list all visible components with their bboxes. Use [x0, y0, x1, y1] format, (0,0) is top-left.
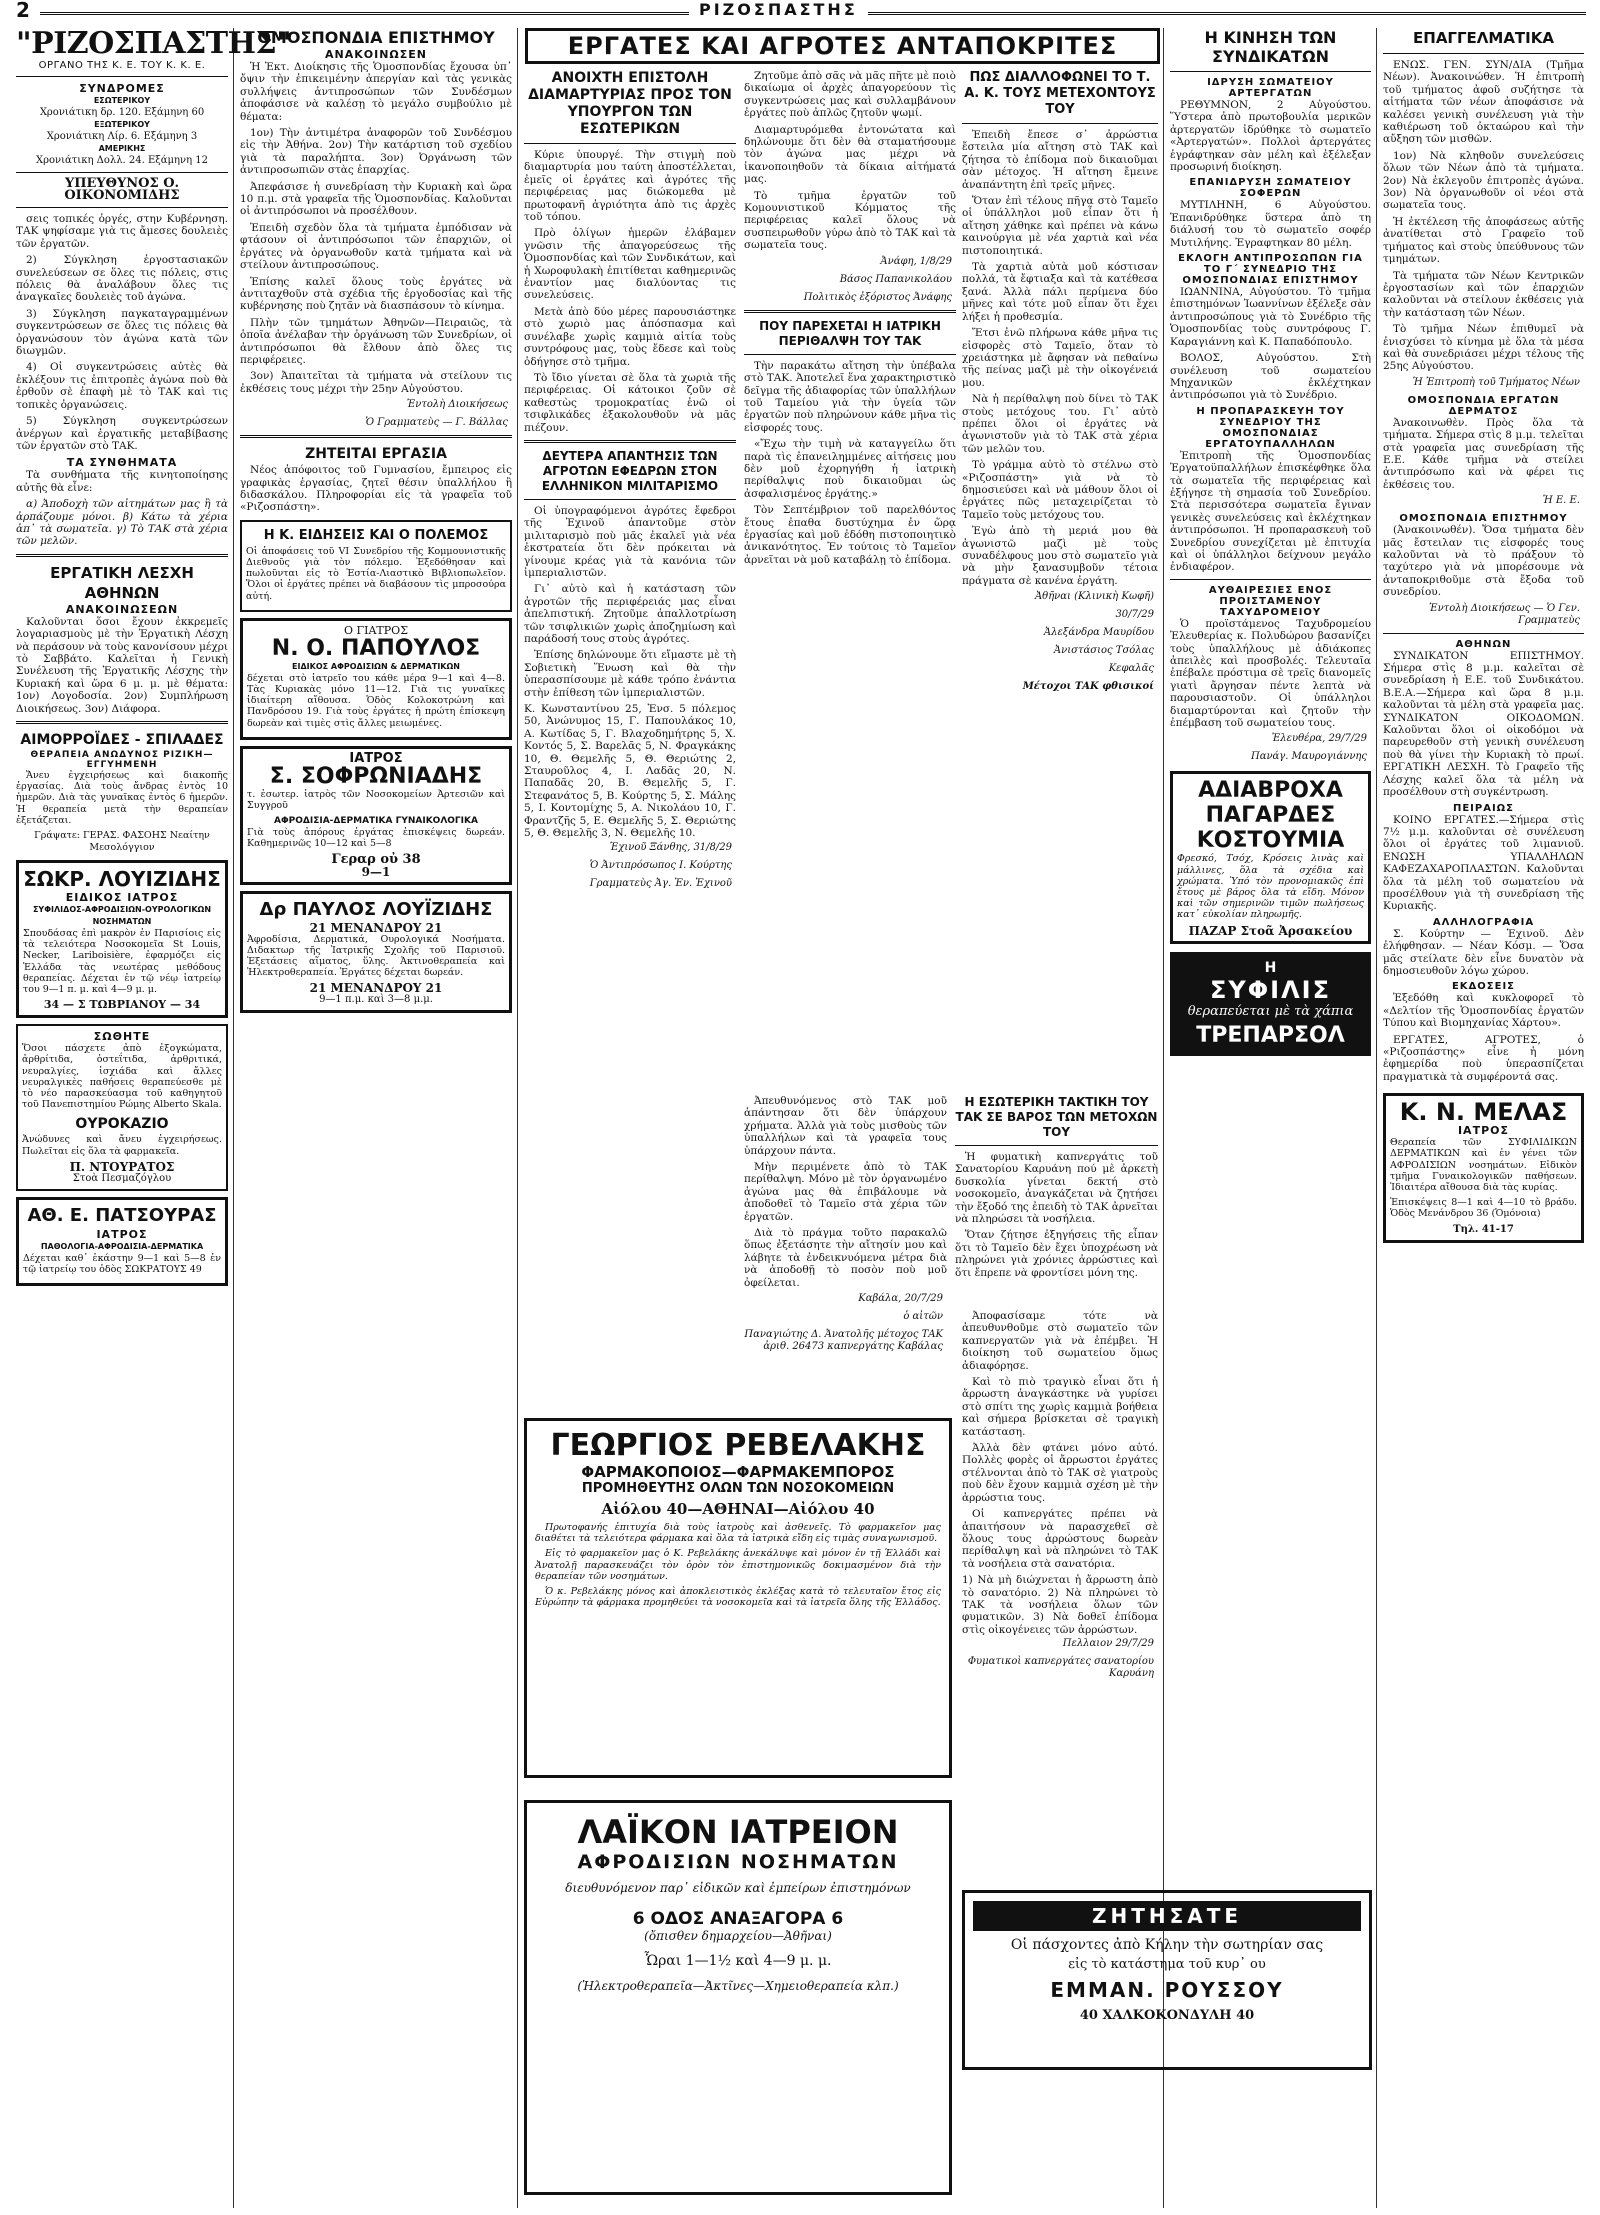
ad-laikon-sub: ΑΦΡΟΔΙΣΙΩΝ ΝΟΣΗΜΑΤΩΝ — [577, 1851, 899, 1873]
slogans-heading: ΤΑ ΣΥΝΘΗΜΑΤΑ — [66, 456, 178, 470]
article-paragraph: Ἡ Ἐκτ. Διοίκησις τῆς Ὁμοσπονδίας ἔχουσα ὑπ᾿ ὄψιν τὴν ἐπικειμένην ἀπεργίαν καὶ τὰς γενικὰς συλλήψεις ἀντιπροσώπων τῶν Συνδέσμων ἀποφάσισε νὰ καλέσῃ τὸ μεγάλο συμβούλιο μὲ θέματα: — [240, 61, 512, 123]
ad-papoulos-top: Ο ΓΙΑΤΡΟΣ — [344, 623, 408, 637]
ad-papoulos-title: Ν. Ο. ΠΑΠΟΥΛΟΣ — [271, 635, 481, 661]
ad-syfilis-line: θεραπεύεται μὲ τὰ χάπια — [1187, 1003, 1354, 1019]
ad-sothite-title: ΣΩΘΗΤΕ — [93, 1030, 151, 1044]
ad-sothite-sign: Π. ΝΤΟΥΡΑΤΟΣ — [69, 1159, 175, 1174]
ad-melas-tel: Τηλ. 41-17 — [1453, 1223, 1514, 1235]
signature: Ὁ Γραμματεὺς — Γ. Βάλλας — [365, 417, 508, 429]
tak-members-heading: ΠΩΣ ΔΙΑΛΛΟΦΩΝΕΙ ΤΟ Τ. Α. Κ. ΤΟΥΣ ΜΕΤΕΧΟΝΤΟΥΣ ΤΟΥ — [964, 70, 1156, 117]
article-paragraph: Τὸ τμῆμα ἐργατῶν τοῦ Κομουνιστικοῦ Κόμματος τῆς περιφέρειας καλεῖ ὅλους νὰ συσπειρωθοῦν γύρω ἀπὸ τὸ ΤΑΚ καὶ τὰ σωματεῖα τους. — [744, 189, 956, 252]
article-paragraph: Νέος ἀπόφοιτος τοῦ Γυμνασίου, ἔμπειρος εἰς γραφικὰς ἐργασίας, ζητεῖ θέσιν ὑπαλλήλου ἢ διδασκάλου. Πληροφορίαι εἰς τὰ γραφεῖα τοῦ «Ριζοσπάστη». — [240, 464, 512, 514]
article-paragraph: (Ἀνακοινωθέν). Ὅσα τμήματα δὲν μᾶς ἔστειλαν τις εἰσφορές τους καλοῦνται νὰ τὸ πράξουν τὸ ταχύτερο γιὰ νὰ μπορέσουμε νὰ ἀνταποκριθοῦμε στὰ ἔξοδα τοῦ συνεδρίου. — [1383, 524, 1584, 599]
ad-melas-title: Κ. Ν. ΜΕΛΑΣ — [1399, 1098, 1568, 1127]
article-paragraph: Μὴν περιμένετε ἀπὸ τὸ ΤΑΚ περίθαλψη. Μόνο μὲ τὸν ὀργανωμένο ἀγώνα μας θὰ ἐπιβάλουμε νὰ ἀποδοθεῖ τὸ Ταμεῖο στὰ χέρια τῶν ἐργατῶν. — [744, 1161, 947, 1223]
signature: Μέτοχοι ΤΑΚ φθισικοί — [1022, 681, 1154, 693]
column-1 — [16, 26, 292, 2208]
tak-care-heading: ΠΟΥ ΠΑΡΕΧΕΤΑΙ Η ΙΑΤΡΙΚΗ ΠΕΡΙΘΑΛΨΗ ΤΟΥ ΤΑΚ — [759, 318, 941, 348]
paper-masthead: "ΡΙΖΟΣΠΑΣΤΗΣ" — [16, 26, 292, 61]
article-paragraph: Γι᾿ αὐτὸ καὶ ἡ κατάσταση τῶν ἀγροτῶν τῆς περιφέρειάς μας εἶναι ἀπελπιστική. Ζητοῦμε ἀπαλλοτρίωση τῶν τσιφλικιῶν χωρὶς ἀποζημίωση καὶ παράδοσή τους στοὺς ἀγρότες. — [524, 583, 736, 645]
signature: Πελλαιον 29/7/29 — [1062, 1638, 1154, 1650]
column-6 — [1170, 28, 1371, 1878]
ad-roussos-line2: εἰς τὸ κατάστημα τοῦ κυρ᾿ ου — [1068, 1957, 1266, 1972]
ad-text: Ἀφροδίσια, Δερματικά, Ουρολογικά Νοσήματα. Διδακτωρ τῆς Ἰατρικῆς Σχολῆς τοῦ Παρισιοῦ. Ἐξετάσεις αἵματος, ὕλης. Ἀκτινοθεραπεία καὶ Ἠλεκτροθεραπεία. Ἐργάτες δέχεται δωρεάν. — [247, 933, 505, 979]
ad-text: δέχεται στὸ ἰατρεῖο του κάθε μέρα 9—1 καὶ 4—8. Τὰς Κυριακὰς μόνο 11—12. Γιὰ τις γυναῖκες ἰδιαίτερη αἴθουσα. Ὁδὸς Κολοκοτρώνη καὶ Πανδρόσου 19. Γιὰ τοὺς ἐργάτες ἡ πρώτη ἐπίσκεψη δωρεὰν καὶ τιμὲς στὶς ἄλλες μειωμένες. — [247, 672, 505, 729]
signature: Ἡ Ἐπιτροπὴ τοῦ Τμήματος Νέων — [1412, 376, 1580, 388]
ad-text: τ. ἐσωτερ. ἰατρὸς τῶν Νοσοκομείων Ἀρτεσιῶν καὶ Συγγροῦ — [247, 788, 505, 812]
editor-line: ΥΠΕΥΘΥΝΟΣ Ο. ΟΙΚΟΝΟΜΙΔΗΣ — [64, 176, 180, 203]
ad-patsouras-title: ΑΘ. Ε. ΠΑΤΣΟΥΡΑΣ — [27, 1204, 217, 1226]
article-paragraph: ΚΟΙΝΟ ΕΡΓΑΤΕΣ.—Σήμερα στὶς 7½ μ.μ. καλοῦνται σὲ συνέλευση ὅλοι οἱ ἐργάτες τοῦ λιμανιοῦ. ΕΝΩΣΗ ΥΠΑΛΛΗΛΩΝ ΚΑΦΕΖΑΧΑΡΟΠΛΑΣΤΩΝ. Καλοῦνται ὅλα τὰ μέλη τοῦ σωματείου νὰ προσέλθουν γιὰ τὴ συνεδρίαση τῆς Κυριακῆς. — [1383, 813, 1584, 913]
ad-sofroniadis-top: ΙΑΤΡΟΣ — [349, 750, 403, 766]
subs-america-head: ΑΜΕΡΙΚΗΣ — [98, 144, 146, 153]
article-paragraph: ΒΟΛΟΣ, Αὐγούστου. Στὴ συνέλευση τοῦ σωματείου Μηχανικῶν ἐκλέχτηκαν ἀντιπρόσωποι γιὰ τὸ Συνέδριο. — [1170, 352, 1371, 402]
section-heading: ΟΜΟΣΠΟΝΔΙΑ ΕΡΓΑΤΩΝ ΔΕΡΜΑΤΟΣ — [1407, 394, 1560, 417]
running-masthead: ΡΙΖΟΣΠΑΣΤΗΣ — [689, 0, 868, 19]
job-wanted-heading: ΖΗΤΕΙΤΑΙ ΕΡΓΑΣΙΑ — [305, 446, 447, 463]
article-paragraph: Ἡ ἐκτέλεση τῆς ἀποφάσεως αὐτῆς ἀνατίθεται στὸ Γραφεῖο τοῦ τμήματος καὶ στοὺς ὑπεύθυνους τῶν τμημάτων. — [1383, 215, 1584, 266]
article-paragraph: Ἀπεφάσισε ἡ συνεδρίαση τὴν Κυριακὴ καὶ ὥρα 10 π.μ. στὰ γραφεῖα τῆς Ὁμοσπονδίας. Καλοῦνται οἱ ἀντιπρόσωποι νὰ προσέλθουν. — [240, 180, 512, 218]
article-paragraph: Διὰ τὸ πράγμα τοῦτο παρακαλῶ ὅπως ἐξετάσητε τὴν αἴτησίν μου καὶ λάβητε τὰ ἐνδεικνυόμενα μέτρα διὰ νὰ ἀποδοθῇ τὸ ποσὸν ποὺ μοῦ ὀφείλεται. — [744, 1227, 947, 1289]
ad-sofroniadis-title: Σ. ΣΟΦΡΩΝΙΑΔΗΣ — [269, 763, 483, 789]
article-paragraph: 2) Σύγκληση ἐργοστασιακῶν συνελεύσεων σε ὅλες τις πόλεις, στις πόλεις θὰ ἀναλάβουν ὅλες τις ἀναγκαῖες δουλειὲς τοῦ ἀγώνα. — [16, 254, 228, 304]
ad-revelakis-title: ΓΕΩΡΓΙΟΣ ΡΕΒΕΛΑΚΗΣ — [550, 1428, 926, 1463]
column-rule — [233, 28, 234, 2208]
article-paragraph: Τὸν Σεπτέμβριον τοῦ παρελθόντος ἔτους ἐπαθα δυστύχημα ἐν ὥρᾳ ἐργασίας καὶ μοῦ ἐδόθη πιστοποιητικὸ ἀνικανότητος. Ἐν τούτοις τὸ Ταμεῖον ἀρνεῖται νὰ μοῦ καταβάλῃ τὸ ἐπίδομα. — [744, 504, 956, 566]
article-paragraph: 5) Σύγκληση συγκεντρώσεων ἀνέργων καὶ ἐργατικῆς μεταβίβασης τῶν ἐργατῶν στὸ ΤΑΚ. — [16, 415, 228, 452]
article-paragraph: Ὅταν ἐπὶ τέλους πῆγα στὸ Ταμεῖο οἱ ὑπάλληλοι μοῦ εἶπαν ὅτι ἡ αἴτηση χάθηκε καὶ πρέπει νὰ κάνω καινούργια μὲ νέα χαρτιὰ καὶ νέα πιστοποιητικά. — [962, 195, 1158, 257]
article-paragraph: Τὸ τμῆμα Νέων ἐπιθυμεῖ νὰ ἐνισχύσει τὸ κίνημα μὲ ὅλα τὰ μέσα καὶ θὰ συνεδριάσει μέχρι τέλους τῆς 25ης Αὐγούστου. — [1383, 323, 1584, 373]
signature: Ἐντολὴ Διοικήσεως — [406, 399, 508, 411]
ad-louizidis-spec: ΣΥΦΙΛΙΔΟΣ-ΑΦΡΟΔΙΣΙΩΝ-ΟΥΡΟΛΟΓΙΚΩΝ ΝΟΣΗΜΑΤΩΝ — [32, 905, 212, 927]
column-rule — [1376, 28, 1377, 2208]
signature: Ἀνάφη, 1/8/29 — [880, 255, 952, 267]
subs-abroad: Χρονιάτικη Λίρ. 6. Εξάμηνη 3 — [46, 131, 198, 142]
ad-text: Γιὰ τοὺς ἀπόρους ἐργάτας ἐπισκέψεις δωρεάν. Καθημερινῶς 10—12 καὶ 5—8 — [247, 827, 505, 850]
ad-sofroniadis-address: Γεραρ οὐ 38 — [331, 851, 421, 867]
signature: Ἐντολὴ Διοικήσεως — Ὁ Γεν. Γραμματεὺς — [1429, 602, 1580, 626]
article-paragraph: Τὴν παρακάτω αἴτηση τὴν ὑπέβαλα στὸ ΤΑΚ. Ἀποτελεῖ ἕνα χαρακτηριστικὸ δεῖγμα τῆς ἀδιαφορίας τῶν ὑπαλλήλων τοῦ Ταμείου γιὰ τὴν ὑγεία τῶν ἐργατῶν ποὺ πληρώνουν κάθε μῆνα τὶς εἰσφορές τους. — [744, 359, 956, 434]
ad-text: Ἄνευ ἐγχειρήσεως καὶ διακοπῆς ἐργασίας. Διὰ τοὺς ἄνδρας ἐντὸς 10 ἡμερῶν. Διὰ τὰς γυναῖκας ἐντὸς 6 ἡμερῶν. Ἡ θεραπεία μετὰ τὴν θεραπείαν ἐξετάζεται. — [16, 770, 228, 826]
column-4b — [962, 70, 1158, 1090]
ad-laikon-hours: Ὧραι 1—1½ καὶ 4—9 μ. μ. — [644, 1953, 832, 1969]
article-paragraph: Ἐπίσης καλεῖ ὅλους τοὺς ἐργάτες νὰ ἀντιταχθοῦν στὰ σχέδια τῆς ἐργοδοσίας καὶ τῆς κυβέρνησης ποὺ ζητᾶν νὰ διασπάσουν τὸ κίνημα. — [240, 275, 512, 313]
signature: Πανάγ. Μαυρογιάννης — [1250, 751, 1367, 763]
article-paragraph: Ἡ φυματικὴ καπνεργάτις τοῦ Σανατορίου Καρυάνη πού μὲ ἀρκετὴ δυσκολία γίνεται δεκτή στὸ νοσοκομεῖο, ἀναγκάζεται νὰ ζητήσει τὴν ἔξοδό της ἐπειδὴ τὸ ΤΑΚ ἀρνεῖται νὰ πληρώσει τὰ νοσήλεια. — [955, 1151, 1158, 1226]
ad-sign: Γράψατε: ΓΕΡΑΣ. ΦΑΣΟΗΣ Νεαίτην Μεσολόγγιον — [34, 830, 210, 854]
signature: 30/7/29 — [1115, 609, 1154, 621]
article-paragraph: Μετὰ ἀπὸ δύο μέρες παρουσιάστηκε στὸ χωριὸ μας ἀπόσπασμα καὶ συνέλαβε χωρὶς καμμιὰ αἰτία τοὺς συντρόφους μας, τοὺς ἔδεσε καὶ τοὺς ὁδήγησε στὸ τμῆμα. — [524, 305, 736, 368]
subscriptions-title: ΣΥΝΔΡΟΜΕΣ — [79, 82, 165, 95]
ad-text: Θεραπεία τῶν ΣΥΦΙΛΙΔΙΚΩΝ ΔΕΡΜΑΤΙΚΩΝ καὶ ἐν γένει τῶν ΑΦΡΟΔΙΣΙΩΝ νοσημάτων. Εἰδικὸν τμῆμα Γυναικολογικῶν παθήσεων. Ἰδιαιτέρα αἴθουσα διὰ τὰς κυρίας. — [1390, 1137, 1577, 1194]
ad-text: Εἰς τὸ φαρμακεῖον μας ὁ Κ. Ρεβελάκης ἀνεκάλυψε καὶ μόνον ἐν τῇ Ἑλλάδι καὶ Ἀνατολῇ παρασκευάζει τὸν ὀρὸν τὸν ἐπιστημονικῶς δοκιμασμένον διὰ τὴν θεραπείαν τῶν νοσημάτων. — [535, 1548, 941, 1582]
ad-roussos-name: ΕΜΜΑΝ. ΡΟΥΣΣΟΥ — [1050, 1978, 1284, 2002]
article-paragraph: ΕΡΓΑΤΕΣ, ΑΓΡΟΤΕΣ, ὁ «Ριζοσπάστης» εἶνε ἡ μόνη ἐφημερίδα ποὺ ὑπερασπίζεται πραγματικὰ τὰ συμφέροντά σας. — [1383, 1033, 1584, 1083]
ad-text: Πρωτοφανής ἐπιτυχία διὰ τοὺς ἰατροὺς καὶ ἀσθενεῖς. Τὸ φαρμακεῖον μας διαθέτει τὰ τελειότερα φάρμακα καὶ ὅλα τὰ ἰατρικὰ εἴδη εἰς τιμὰς συναγωνισμοῦ. — [535, 1522, 941, 1545]
column-4 — [744, 70, 956, 1090]
article-paragraph: Ἐπιτροπὴ τῆς Ὁμοσπονδίας Ἐργατοϋπαλλήλων ἐπισκέφθηκε ὅλα τὰ σωματεῖα τῆς περιφέρειας καὶ ἐξήγησε τὴ σημασία τοῦ Συνεδρίου. Στὰ περισσότερα σωματεῖα ἔγιναν γενικὲς συνελεύσεις καὶ ἐκλέχτηκαν ἀντιπρόσωποι. Ἡ προπαρασκευὴ τοῦ Συνεδρίου συνεχίζεται μὲ ἐπιτυχία καὶ οἱ ὑπάλληλοι δείχνουν μεγάλο ἐνδιαφέρον. — [1170, 449, 1371, 574]
article-paragraph: 1ον) Νὰ κληθοῦν συνελεύσεις ὅλων τῶν Νέων ἀπὸ τὰ τμήματα. 2ον) Νὰ ἐκλεγοῦν ἐπιτροπὲς ἀγώνα. 3ον) Νὰ ὀργανωθοῦν οἱ νέοι στὰ σωματεῖα τους. — [1383, 149, 1584, 212]
article-paragraph: ΕΝΩΣ. ΓΕΝ. ΣΥΝ/ΔΙΑ (Τμῆμα Νέων). Ἀνακοινώθεν. Ἡ ἐπιτροπὴ τοῦ τμήματος ἀφοῦ συζήτησε τὰ αἰτήματα τῶν νέων ἀποφάσισε νὰ καλέσει γενικὴ συνέλευση γιὰ τὴν καθιέρωση τοῦ ὀκταώρου καὶ τὴν αὔξηση τῶν μισθῶν. — [1383, 59, 1584, 146]
correspondents-banner: ΕΡΓΑΤΕΣ ΚΑΙ ΑΓΡΟΤΕΣ ΑΝΤΑΠΟΚΡΙΤΕΣ — [525, 28, 1160, 64]
ad-hemorrhoids-sub: ΘΕΡΑΠΕΙΑ ΑΝΩΔΥΝΟΣ ΡΙΖΙΚΗ—ΕΓΓΥΗΜΕΝΗ — [30, 750, 214, 770]
paper-organ-line: ΟΡΓΑΝΟ ΤΗΣ Κ. Ε. ΤΟΥ Κ. Κ. Ε. — [38, 60, 206, 71]
ad-syfilis-title: ΣΥΦΙΛΙΣ — [1209, 975, 1331, 1004]
article-paragraph: α) Ἀποδοχὴ τῶν αἰτημάτων μας ἢ τὰ ἀρπάζουμε μόνοι. β) Κάτω τὰ χέρια ἀπ᾿ τὰ σωματεῖα. γ) Τὸ ΤΑΚ στὰ χέρια τῶν μελῶν. — [16, 498, 228, 548]
article-paragraph: Πρὸ ὀλίγων ἡμερῶν ἐλάβαμεν γνῶσιν τῆς ἀπαγορεύσεως τῆς Ὁμοσπονδίας καὶ τῶν Συνδικάτων, καὶ ἡ Χωροφυλακὴ ἐπιτίθεται καθημερινῶς ἐναντίον μας διαλύοντας τις συνελεύσεις. — [524, 227, 736, 302]
ad-sothite-product: ΟΥΡΟΚΑΖΙΟ — [75, 1116, 169, 1133]
ad-syfilis-brand: ΤΡΕΠΑΡΣΟΛ — [1196, 1022, 1345, 1048]
ad-text: Ὁ κ. Ρεβελάκης μόνος καὶ ἀποκλειστικὸς ἐκλέξας κατὰ τὸ τελευταῖον ἔτος εἰς Εὐρώπην τὰ φάρμακα προμηθεύει τὰ νοσοκομεῖα καὶ τὰ ἰατρεῖα ὅλης τῆς Ἑλλάδος. — [535, 1586, 941, 1609]
ad-roussos-address: 40 ΧΑΛΚΟΚΟΝΔΥΛΗ 40 — [1079, 2008, 1255, 2023]
ad-sothite-address: Στοὰ Πεσμαζόγλου — [72, 1172, 172, 1184]
signature: Ἐλευθέρα, 29/7/29 — [1271, 733, 1367, 745]
ad-laikon-methods: (Ἠλεκτροθεραπεῖα—Ἀκτῖνες—Χημειοθεραπεία κλπ.) — [577, 1979, 899, 1993]
signatories-list: Κ. Κωνσταντίνου 25, Ἐνσ. 5 πόλεμος 50, Ἀνώνυμος 15, Γ. Παπουλάκος 10, Α. Κωτίδας 5, Γ. Βλαχοδημήτρης 5, Χ. Κοντός 5, Σ. Βαρελᾶς 5, Ν. Φραγκάκης 10, Θ. Θεμελῆς 5, Θ. Θεριώτης 2, Σταυροῦλος 4, Ι. Λαδᾶς 20, Ν. Παπαδᾶς 20, Β. Θεμελῆς 5, Γ. Στεφανάτος 5, Β. Κούρτης 5, Σ. Μάλης 5, Ι. Κοντομίχης 5, Α. Νικολάου 10, Γ. Φραντζῆς 5, Ε. Θεμελῆς 5, Σ. Θεριώτης 5, Θ. Θεμελῆς 3, Ν. Θεμελῆς 10. — [524, 703, 736, 840]
signature: Γραμματεὺς Ἀγ. Ἐν. Ἐχινοῦ — [589, 877, 732, 889]
ad-text: Οἱ ἀποφάσεις τοῦ VI Συνεδρίου τῆς Κομμουνιστικῆς Διεθνοῦς γιὰ τὸν πόλεμο. Ἐξεδόθησαν καὶ πωλοῦνται εἰς τὸ Ἑστία-Λιαστικὸ Βιβλιοπωλεῖον. Ὅλοι οἱ ἐργάτες πρέπει νὰ διαβάσουν τὶς μπροσούρα αὐτή. — [246, 545, 506, 602]
article-paragraph: Καλοῦνται ὅσοι ἔχουν ἐκκρεμεῖς λογαριασμοὺς μὲ τὴν Ἐργατικὴ Λέσχη νὰ περάσουν νὰ τοὺς κανονίσουν μέχρι τὸ Σαββάτο. Καλεῖται ἡ Γενικὴ Συνέλευση τῆς Ἐργατικῆς Λέσχης τὴν Κυριακή καὶ ὥρα 6 μ. μ. μὲ θέματα: 1ον) Λογοδοσία. 2ον) Συμπλήρωση Διοικήσεως. 3ον) Διάφορα. — [16, 615, 228, 715]
ad-laikon-iatreion — [524, 1800, 952, 2195]
article-paragraph: Τὸ γράμμα αὐτὸ τὸ στέλνω στὸ «Ριζοσπάστη» γιὰ νὰ τὸ δημοσιεύσει καὶ νὰ μάθουν ὅλοι οἱ ἐργάτες πῶς μεταχειρίζεται τὸ Ταμεῖο τοὺς μετόχους του. — [962, 459, 1158, 521]
article-paragraph: Οἱ ὑπογραφόμενοι ἀγρότες ἔφεδροι τῆς Ἐχινοῦ ἀπαντοῦμε στὸν μιλιταρισμὸ ποὺ μᾶς ἐκαλεῖ γιὰ νέα ἐκστρατεία ὅτι δὲν πρόκειται νὰ γίνουμε κρέας γιὰ τὰ κανόνια τῶν ἰμπεριαλιστῶν. — [524, 504, 736, 579]
ad-laikon-address2: (ὄπισθεν δημαρχείου—Ἀθῆναι) — [644, 1929, 832, 1943]
section-heading: Η ΠΡΟΠΑΡΑΣΚΕΥΗ ΤΟΥ ΣΥΝΕΔΡΙΟΥ ΤΗΣ ΟΜΟΣΠΟΝΔΙΑΣ ΕΡΓΑΤΟΥΠΑΛΛΗΛΩΝ — [1196, 405, 1345, 450]
ad-louizidis-sub: ΕΙΔΙΚΟΣ ΙΑΤΡΟΣ — [65, 891, 179, 905]
article-paragraph: ΣΥΝΔΙΚΑΤΟΝ ΕΠΙΣΤΗΜΟΥ. Σήμερα στὶς 8 μ.μ. καλεῖται σὲ συνεδρίαση ἡ Ε.Ε. τοῦ Συνδικάτου. Β.Ε.Α.—Σήμερα καὶ ὥρα 8 μ.μ. καλοῦνται τὰ μέλη στὰ γραφεῖα μας. ΣΥΝΔΙΚΑΤΟΝ ΟΙΚΟΔΟΜΩΝ. Καλοῦνται ὅλοι οἱ οἰκοδόμοι νὰ παρευρεθοῦν στὴ γενικὴ συνέλευση ποὺ θὰ γίνει τὴν Κυριακὴ τὸ πρωί. ΕΡΓΑΤΙΚΗ ΛΕΣΧΗ. Τὸ Γραφεῖο τῆς Λέσχης καλεῖ ὅλα τὰ μέλη νὰ προσέλθουν στὴ συγκέντρωση. — [1383, 649, 1584, 799]
column-7 — [1383, 28, 1584, 2208]
article-paragraph: Ἐπίσης δηλώνουμε ὅτι εἴμαστε μὲ τὴ Σοβιετικὴ Ἕνωση καὶ θὰ τὴν ὑπερασπίσουμε μὲ κάθε τρόπο ἐνάντια στὴν ἐπίθεση τῶν ἰμπεριαλιστῶν. — [524, 649, 736, 699]
ad-text: Δέχεται καθ᾿ ἑκάστην 9—1 καὶ 5—8 ἐν τῷ ἰατρείῳ του ὁδὸς ΣΩΚΡΑΤΟΥΣ 49 — [23, 1252, 221, 1276]
article-paragraph: Ζητοῦμε ἀπὸ σᾶς νὰ μᾶς πῆτε μὲ ποιὸ δικαίωμα οἱ ἀρχὲς ἀπαγορεύουν τὶς συγκεντρώσεις μας καὶ συλλαμβάνουν ἐργάτες ποὺ ἀπλῶς ζητοῦν ψωμί. — [744, 70, 957, 120]
article-paragraph: ΡΕΘΥΜΝΟΝ, 2 Αὐγούστου. Ὕστερα ἀπὸ πρωτοβουλία μερικῶν ἀρτεργατῶν ἰδρύθηκε τὸ σωματεῖο «Ἀρτεργατών». Πολλοὶ ἀρτεργάτες ἐγράφτηκαν σὰν μέλη καὶ ἐξέλεξαν προσωρινή διοίκηση. — [1170, 99, 1371, 174]
ad-war-booklet-title: Η Κ. ΕΙΔΗΣΕΙΣ ΚΑΙ Ο ΠΟΛΕΜΟΣ — [263, 527, 489, 543]
signature: ὁ αἰτῶν — [903, 1311, 943, 1323]
article-paragraph: Τὰ συνθήματα τῆς κινητοποίησης αὐτῆς θὰ εἶνε: — [16, 469, 228, 494]
page-number: 2 — [16, 0, 30, 22]
ad-roussos — [962, 1890, 1372, 2070]
signature: Κεφαλᾶς — [1108, 663, 1154, 675]
article-paragraph: Διαμαρτυρόμεθα ἐντονώτατα καὶ δηλώνουμε ὅτι δὲν θὰ σταματήσουμε τὸν ἀγώνα μας μέχρι νὰ ἱκανοποιηθοῦν τὰ δίκαια αἰτήματά μας. — [744, 123, 956, 186]
ad-louizidis-p-title: Δρ ΠΑΥΛΟΣ ΛΟΥΪΖΙΔΗΣ — [259, 898, 493, 920]
column-2 — [240, 28, 512, 2208]
article-paragraph: 1ον) Τὴν ἀντιμέτρα ἀναφορῶν τοῦ Συνδέσμου εἰς τὴν Ἀθήνα. 2ον) Τὴν κατάρτιση τοῦ σχεδίου γιὰ τὰ παραλήπτα. 3ον) Ὀργάνωση τῶν ἀντιπροσωπιῶν στὰς ἐπαρχίας. — [240, 127, 512, 177]
signature: Ὁ Ἀντιπρόσωπος Ι. Κούρτης — [589, 859, 732, 871]
ad-revelakis-sub2: ΠΡΟΜΗΘΕΥΤΗΣ ΟΛΩΝ ΤΩΝ ΝΟΣΟΚΟΜΕΙΩΝ — [581, 1481, 895, 1496]
article-paragraph: Νὰ ἡ περίθαλψη ποὺ δίνει τὸ ΤΑΚ στοὺς μετόχους του. Γι᾿ αὐτὸ πρέπει ὅλοι οἱ ἐργάτες νὰ ἀγωνιστοῦν γιὰ τὸ ΤΑΚ στὰ χέρια τῶν μελῶν του. — [962, 393, 1158, 455]
signature: Πολιτικὸς ἐξόριστος Ἀνάφης — [803, 291, 952, 303]
subs-domestic: Χρονιάτικη δρ. 120. Εξάμηνη 60 — [39, 107, 205, 118]
ad-syfilis-top: Η — [1264, 959, 1277, 976]
ad-text: Ἀνώδυνες καὶ ἄνευ ἐγχειρήσεως. Πωλεῖται εἰς ὅλα τὰ φαρμακεῖα. — [22, 1134, 222, 1157]
omospondia-subheading: ΑΝΑΚΟΙΝΩΣΕΝ — [325, 48, 427, 61]
article-paragraph: Κύριε ὑπουργέ. Τὴν στιγμὴ ποὺ διαμαρτυρία μου ταύτη ἀποστέλλεται, ἐμεῖς οἱ ἐργάτες καὶ ἀγρότες τῆς περιφέρειας μας διώκομεθα μὲ πρωτοφανῆ ἀγριότητα ἀπὸ τις ἀρχὲς τοῦ τόπου. — [524, 149, 736, 224]
professional-heading: ΕΠΑΓΓΕΛΜΑΤΙΚΑ — [1413, 29, 1554, 47]
ad-pazar-title: ΑΔΙΑΒΡΟΧΑ ΠΑΓΑΡΔΕΣ ΚΟΣΤΟΥΜΙΑ — [1196, 778, 1345, 854]
open-letter-heading: ΑΝΟΙΧΤΗ ΕΠΙΣΤΟΛΗ ΔΙΑΜΑΡΤΥΡΙΑΣ ΠΡΟΣ ΤΟΝ ΥΠΟΥΡΓΟΝ ΤΩΝ ΕΣΩΤΕΡΙΚΩΝ — [528, 70, 732, 137]
article-paragraph: Σ. Κούρτην — Ἐχινοῦ. Δὲν ἐλήφθησαν. — Νέαν Κόσμ. — Ὅσα μᾶς στείλατε δὲν εἶνε δυνατὸν νὰ δημοσιευθοῦν λόγω χώρου. — [1383, 927, 1584, 977]
ad-papoulos-spec: ΕΙΔΙΚΟΣ ΑΦΡΟΔΙΣΙΩΝ & ΔΕΡΜΑΤΙΚΩΝ — [292, 661, 460, 671]
article-paragraph: Ἀλλὰ δὲν φτάνει μόνο αὐτό. Πολλὲς φορὲς οἱ ἄρρωστοι ἐργάτες στέλνονται ἀπὸ τὸ ΤΑΚ σὲ γιατροὺς ποὺ δὲν ἔχουν καμμιὰ σχέση μὲ τὴν ἀρρώστια τους. — [962, 1442, 1158, 1504]
ad-hemorrhoids-title: ΑΙΜΟΡΡΟΪΔΕΣ - ΣΠΙΛΑΔΕΣ — [20, 732, 224, 748]
ad-laikon-address: 6 ΟΔΟΣ ΑΝΑΞΑΓΟΡΑ 6 — [632, 1909, 844, 1929]
signature: Παναγιώτης Δ. Ἀνατολῆς μέτοχος ΤΑΚ ἀριθ. 26473 καπνεργάτης Καβάλας — [744, 1329, 943, 1353]
ad-text: Ἐπισκέψεις 8—1 καὶ 4—10 τὸ βράδυ. Ὁδὸς Μενάνδρου 36 (Ὁμόνοια) — [1390, 1197, 1577, 1220]
article-paragraph: Ὅταν ζήτησε ἐξηγήσεις τῆς εἶπαν ὅτι τὸ Ταμεῖο δὲν ἔχει ὑποχρέωση νὰ πληρώνει γιὰ χρόνιες ἀρρώστιες καὶ ὅτι ἔπρεπε νὰ φροντίσει μόνη της. — [955, 1229, 1158, 1279]
ad-roussos-line: Οἱ πάσχοντες ἀπὸ Κήλην τὴν σωτηρίαν σας — [1010, 1937, 1324, 1953]
article-paragraph: 3) Σύγκληση παγκαταγραμμένων συγκεντρώσεων σε ὅλες τις πόλεις θὰ ὀργανώσουν τὸν ἀγώνα κατὰ τῶν διωγμῶν. — [16, 307, 228, 358]
signature: Φυματικοὶ καπνεργάτες σανατορίου Καρυάνη — [967, 1656, 1154, 1680]
article-paragraph: Ὁ προϊστάμενος Ταχυδρομείου Ἐλευθερίας κ. Πολυδώρου βασανίζει τοὺς ὑπαλλήλους μὲ ἀδιάκοπες ἀπειλὲς καὶ προσβολές. Τελευταῖα ἐπέβαλε πρόστιμα σὲ τρεῖς διανομεῖς γιατὶ ἄργησαν πέντε λεπτὰ νὰ παρουσιαστοῦν. Οἱ ὑπάλληλοι διαμαρτύρονται καὶ ζητοῦν τὴν ἐπέμβαση τοῦ σωματείου τους. — [1170, 617, 1371, 730]
article-paragraph: Ἀνακοινωθὲν. Πρὸς ὅλα τὰ τμήματα. Σήμερα στὶς 8 μ.μ. τελεῖται στὰ γραφεῖα μας συνεδρίαση τῆς Ε.Ε. Κάθε τμῆμα νὰ στείλει ἀντιπρόσωπο καὶ νὰ φέρει τις ἐκθέσεις του. — [1383, 416, 1584, 491]
ad-text: Σπουδάσας ἐπὶ μακρὸν ἐν Παρισίοις εἰς τὰ τελειότερα Νοσοκομεῖα St Louis, Necker, Lariboisière, ἐφαρμόζει εἰς Ἑλλάδα τὰς νεωτέρας μεθόδους θεραπείας. Δέχεται ἐν τῷ νέῳ ἰατρείῳ του 9—1 π. μ. καὶ 4—9 μ. μ. — [23, 928, 221, 996]
article-paragraph: Καὶ τὸ πιὸ τραγικὸ εἶναι ὅτι ἡ ἄρρωστη ἀναγκάστηκε νὰ γυρίσει στὸ σπίτι της χωρὶς καμμιὰ βοήθεια καὶ σήμερα βρίσκεται σὲ τραγικὴ κατάσταση. — [962, 1376, 1158, 1438]
signature: Βάσος Παπανικολάου — [839, 273, 952, 285]
article-paragraph: Ἐπειδὴ ἔπεσε σ᾿ ἀρρώστια ἔστειλα μία αἴτηση στὸ ΤΑΚ καὶ ζήτησα τὸ ἐπίδομα ποὺ δικαιοῦμαι σὰν μέτοχος. Ἡ αἴτηση ἔμεινε ἀναπάντητη ἐπὶ τρεῖς μῆνες. — [962, 129, 1158, 191]
article-paragraph: σεις τοπικές ὀργές, στην Κυβέρνηση. ΤΑΚ ψηφίσαμε γιὰ τις ἄμεσες δουλειὲς τῶν ἐργατῶν. — [16, 213, 228, 250]
ad-louizidis-address: 34 — Σ ΤΩΒΡΙΑΝΟΥ — 34 — [43, 998, 201, 1012]
article-paragraph: Ἀπευθυνόμενος στὸ ΤΑΚ μοῦ ἀπάντησαν ὅτι δὲν ὑπάρχουν χρήματα. Ἀλλὰ γιὰ τοὺς μισθοὺς τῶν ὑπαλλήλων καὶ τὰ γραφεῖα τους ὑπάρχουν πάντα. — [744, 1095, 947, 1157]
article-paragraph: Ἐξεδόθη καὶ κυκλοφορεῖ τὸ «Δελτίον τῆς Ὁμοσπονδίας ἐργατῶν Τύπου καὶ Βιομηχανίας Χάρτου». — [1383, 992, 1584, 1030]
article-paragraph: Ἐπειδὴ σχεδὸν ὅλα τὰ τμήματα ἐμπόδισαν νὰ φτάσουν οἱ ἀντιπρόσωποι τῶν ἐπαρχιῶν, οἱ ἐργάτες νὰ ὀργανωθοῦν κατὰ τμήματα καὶ νὰ στείλουν ἀντιπροσώπους. — [240, 221, 512, 272]
ad-syfilis — [1170, 952, 1371, 1056]
section-heading: ΑΥΘΑΙΡΕΣΙΕΣ ΕΝΟΣ ΠΡΟΙΣΤΑΜΕΝΟΥ ΤΑΧΥΔΡΟΜΕΙΟΥ — [1208, 584, 1333, 618]
column-4b-lower — [962, 1310, 1158, 1880]
lesxi-heading: ΕΡΓΑΤΙΚΗ ΛΕΣΧΗ ΑΘΗΝΩΝ — [50, 563, 194, 602]
article-paragraph: Οἱ καπνεργάτες πρέπει νὰ ἀπαιτήσουν νὰ παρασχεθεῖ σὲ ὅλους τους ἀρρώστους δωρεὰν περίθαλψη καὶ νὰ πληρώνει τὸ ΤΑΚ τὰ νοσήλεια στὰ σανατόρια. — [962, 1508, 1158, 1570]
article-paragraph: Ἀποφασίσαμε τότε νὰ ἀπευθυνθοῦμε στὸ σωματεῖο τῶν καπνεργατῶν γιὰ νὰ ἐπέμβει. Ἡ διοίκηση τοῦ σωματείου ὅμως ἀδιαφόρησε. — [962, 1310, 1158, 1372]
ad-revelakis-sub: ΦΑΡΜΑΚΟΠΟΙΟΣ—ΦΑΡΜΑΚΕΜΠΟΡΟΣ — [581, 1463, 895, 1481]
ad-louizidis-p-hours: 9—1 π.μ. καὶ 3—8 μ.μ. — [319, 994, 433, 1006]
article-paragraph: ΜΥΤΙΛΗΝΗ, 6 Αὐγούστου. Ἐπανιδρύθηκε ὕστερα ἀπὸ τη διάλυσή του τὸ σωματεῖο σοφέρ Μυτιλήνης. Ἐγραφτηκαν 80 μέλη. — [1170, 199, 1371, 249]
section-heading: ΙΔΡΥΣΗ ΣΩΜΑΤΕΙΟΥ ΑΡΤΕΡΓΑΤΩΝ — [1207, 77, 1334, 99]
section-heading: ΕΚΔΟΣΕΙΣ — [1451, 981, 1516, 993]
ad-revelakis-address: Αἰόλου 40—ΑΘΗΝΑΙ—Αἰόλου 40 — [601, 1500, 875, 1518]
ad-text: Ὅσοι πάσχετε ἀπὸ ἐξογκώματα, ἀρθρίτιδα, ὀστεΐτιδα, ἀρθριτικά, νευραλγίες, ἰσχιάδα καὶ ἄλλες νευραλγικὲς παθήσεις θεραπεύεσθε μὲ τὸ νέο παρασκεύασμα τοῦ καθηγητοῦ τοῦ Πανεπιστημίου Ρώμης Alberto Skala. — [22, 1043, 222, 1111]
ad-text: Φρεσκό, Τσόχ, Κρόσεις λινὰς καὶ μάλλινες, ὅλα τὰ σχέδια καὶ χρώματα. Ὑπό τὸν προνομιακῶς ἐπὶ ἔτους μὲ βάρος ὅλα τὰ εἴδη. Μόνον καὶ τῶν σημερινῶν τιμῶν πωλήσεως κατ᾿ εὐκολίαν πληρωμῆς. — [1177, 853, 1364, 921]
article-paragraph: 3ον) Ἀπαιτεῖται τὰ τμήματα νὰ στείλουν τις ἐκθέσεις τους μέχρι τὴν 25ην Αὐγούστου. — [240, 370, 512, 395]
running-head — [14, 0, 1586, 22]
section-heading: ΠΕΙΡΑΙΩΣ — [1452, 802, 1515, 814]
ad-louizidis-p-address: 21 ΜΕΝΑΝΔΡΟΥ 21 — [309, 981, 443, 996]
ad-laikon-line: διευθυνόμενον παρ᾿ εἰδικῶν καὶ ἐμπείρων ἐπιστημόνων — [565, 1881, 911, 1895]
section-heading: ΕΠΑΝΙΔΡΥΣΗ ΣΩΜΑΤΕΙΟΥ ΣΟΦΕΡΩΝ — [1189, 177, 1352, 200]
column-rule — [1163, 28, 1164, 2208]
section-heading: ΑΘΗΝΩΝ — [1455, 638, 1512, 650]
signature: Ἀνιστάσιος Τσόλας — [1053, 645, 1154, 657]
ad-louizidis-title: ΣΩΚΡ. ΛΟΥΙΖΙΔΗΣ — [23, 867, 221, 892]
lesxi-subheading: ΑΝΑΚΟΙΝΩΣΕΩΝ — [65, 602, 179, 616]
subs-domestic-head: ΕΣΩΤΕΡΙΚΟΥ — [93, 96, 151, 105]
column-rule — [517, 28, 518, 2208]
syndicates-heading: Η ΚΙΝΗΣΗ ΤΩΝ ΣΥΝΔΙΚΑΤΩΝ — [1204, 28, 1337, 66]
subs-america: Χρονιάτικη Δολλ. 24. Εξάμηνη 12 — [35, 155, 209, 166]
section-heading: ΕΚΛΟΓΗ ΑΝΤΙΠΡΟΣΩΠΩΝ ΓΙΑ ΤΟ Γ΄ ΣΥΝΕΔΡΙΟ ΤΗΣ ΟΜΟΣΠΟΝΔΙΑΣ ΕΠΙΣΤΗΜΟΥ — [1178, 253, 1363, 287]
article-paragraph: Τὰ χαρτιὰ αὐτὰ μοῦ κόστισαν πολλά, τὰ ἔφτιαξα καὶ τὰ κατέθεσα ξανά. Ἀλλὰ πάλι περίμενα δύο μῆνες καὶ τότε μοῦ εἶπαν ὅτι ἔχει λήξει ἡ προθεσμία. — [962, 261, 1158, 323]
tak-tactics-heading: Η ΕΣΩΤΕΡΙΚΗ ΤΑΚΤΙΚΗ ΤΟΥ ΤΑΚ ΣΕ ΒΑΡΟΣ ΤΩΝ ΜΕΤΟΧΩΝ ΤΟΥ — [955, 1095, 1158, 1139]
ad-sofroniadis-hours: 9—1 — [361, 864, 391, 879]
article-paragraph: Πλὴν τῶν τμημάτων Ἀθηνῶν—Πειραιῶς, τὰ ὁποῖα ἀνέλαβαν τὴν ὀργάνωση τῶν Συνεδρίων, οἱ ἀντιπρόσωποι θὰ ἔλθουν ἀπὸ ὅλες τις περιφέρειες. — [240, 316, 512, 366]
signature: Ἀθῆναι (Κλινικὴ Κωφῆ) — [1034, 591, 1154, 603]
ad-pazar-sign: ΠΑΖΑΡ Στοᾶ Ἀρσακείου — [1188, 923, 1353, 938]
ad-louizidis-p-address: 21 ΜΕΝΑΝΔΡΟΥ 21 — [309, 920, 443, 935]
article-paragraph: Ἔτσι ἐνῶ πλήρωνα κάθε μῆνα τις εἰσφορὲς στὸ Ταμεῖο, ὅταν τὸ χρειάστηκα μὲ ἄφησαν νὰ πεθαίνω τῆς πείνας μαζὶ μὲ τὴν οἰκογένειά μου. — [962, 327, 1158, 389]
ad-patsouras-sub: ΙΑΤΡΟΣ — [96, 1227, 148, 1241]
article-paragraph: Τὸ ἴδιο γίνεται σὲ ὅλα τὰ χωριὰ τῆς περιφέρειας. Οἱ κάτοικοι ζοῦν σὲ καθεστὼς τρομοκρατίας ἐνῶ οἱ τσιφλικάδες ἐξακολουθοῦν νὰ μᾶς πιέζουν. — [524, 371, 736, 434]
demands-list: 1) Νὰ μὴ διώχνεται ἡ ἄρρωστη ἀπὸ τὸ σανατόριο. 2) Νὰ πληρώνει τὸ ΤΑΚ τὰ νοσήλεια ὅλων τῶν φυματικῶν. 3) Νὰ δοθεῖ ἐπίδομα στὶς οἰκογένειες τῶν ἀρρώστων. — [962, 1574, 1158, 1636]
article-paragraph: 4) Οἱ συγκεντρώσεις αὐτὲς θὰ ἐκλέξουν τις ἐπιτροπὲς ἀγώνα ποὺ θὰ ἐρθοῦν σὲ ἐπαφὴ μὲ τὸ ΤΑΚ καὶ τις τοπικὲς ὀργανώσεις. — [16, 361, 228, 411]
section-heading: ΑΛΛΗΛΟΓΡΑΦΙΑ — [1432, 916, 1535, 928]
ad-revelakis — [524, 1418, 952, 1778]
signature: Ἀλεξάνδρα Μαυρίδου — [1043, 627, 1154, 639]
omospondia-heading: ΟΜΟΣΠΟΝΔΙΑ ΕΠΙΣΤΗΜΟΥ — [257, 28, 495, 47]
ad-melas-sub: ΙΑΤΡΟΣ — [1457, 1124, 1510, 1138]
article-paragraph: «Ἔχω τὴν τιμὴ νὰ καταγγείλω ὅτι παρὰ τὶς ἐπανειλημμένες αἰτήσεις μου δὲν μοῦ ἐχορηγήθη ἡ ἰατρικὴ περίθαλψις ποὺ δικαιοῦμαι ὡς ἀσφαλισμένος ἐργάτης.» — [744, 438, 956, 500]
signature: Ἡ Ε. Ε. — [1542, 495, 1580, 507]
ad-patsouras-spec: ΠΑΘΟΛΟΓΙΑ-ΑΦΡΟΔΙΣΙΑ-ΔΕΡΜΑΤΙΚΑ — [40, 1241, 204, 1251]
article-paragraph: Ἐγὼ ἀπὸ τὴ μεριά μου θὰ ἀγωνιστῶ μαζὶ μὲ τοὺς συναδέλφους μου στὸ σωματεῖο γιὰ νὰ μὴν ξανασυμβοῦν τέτοια πράγματα σὲ κανένα ἐργάτη. — [962, 525, 1158, 587]
article-paragraph: Τὰ τμήματα τῶν Νέων Κεντρικῶν ἐργοστασίων καὶ τῶν ἐπαρχιῶν καλοῦνται νὰ στείλουν ἐκθέσεις γιὰ τὴν κατάσταση τῶν Νέων. — [1383, 269, 1584, 319]
subs-abroad-head: ΕΞΩΤΕΡΙΚΟΥ — [94, 120, 150, 129]
section-heading: ΟΜΟΣΠΟΝΔΙΑ ΕΠΙΣΤΗΜΟΥ — [1399, 513, 1568, 525]
article-paragraph: ΙΩΑΝΝΙΝΑ, Αὐγούστου. Τὸ τμῆμα ἐπιστημόνων Ἰωαννίνων ἐξέλεξε σὰν ἀντιπροσώπους γιὰ τὸ Συνέδριο τῆς Ὁμοσπονδίας τοὺς συντρόφους Γ. Καραγιάννη καὶ Κ. Παπαδόπουλο. — [1170, 286, 1371, 348]
ad-sofroniadis-spec: ΑΦΡΟΔΙΣΙΑ-ΔΕΡΜΑΤΙΚΑ ΓΥΝΑΙΚΟΛΟΓΙΚΑ — [274, 816, 478, 827]
ad-laikon-title: ΛΑΪΚΟΝ ΙΑΤΡΕΙΟΝ — [577, 1813, 899, 1851]
signature: Καβάλα, 20/7/29 — [858, 1293, 943, 1305]
ad-roussos-top: ΖΗΤΗΣΑΤΕ — [973, 1901, 1361, 1931]
reservists-heading: ΔΕΥΤΕΡΑ ΑΠΑΝΤΗΣΙΣ ΤΩΝ ΑΓΡΟΤΩΝ ΕΦΕΔΡΩΝ ΣΤΟΝ ΕΛΛΗΝΙΚΟΝ ΜΙΛΙΤΑΡΙΣΜΟ — [541, 448, 719, 493]
signature: Ἐχινοῦ Ξάνθης, 31/8/29 — [609, 841, 732, 853]
